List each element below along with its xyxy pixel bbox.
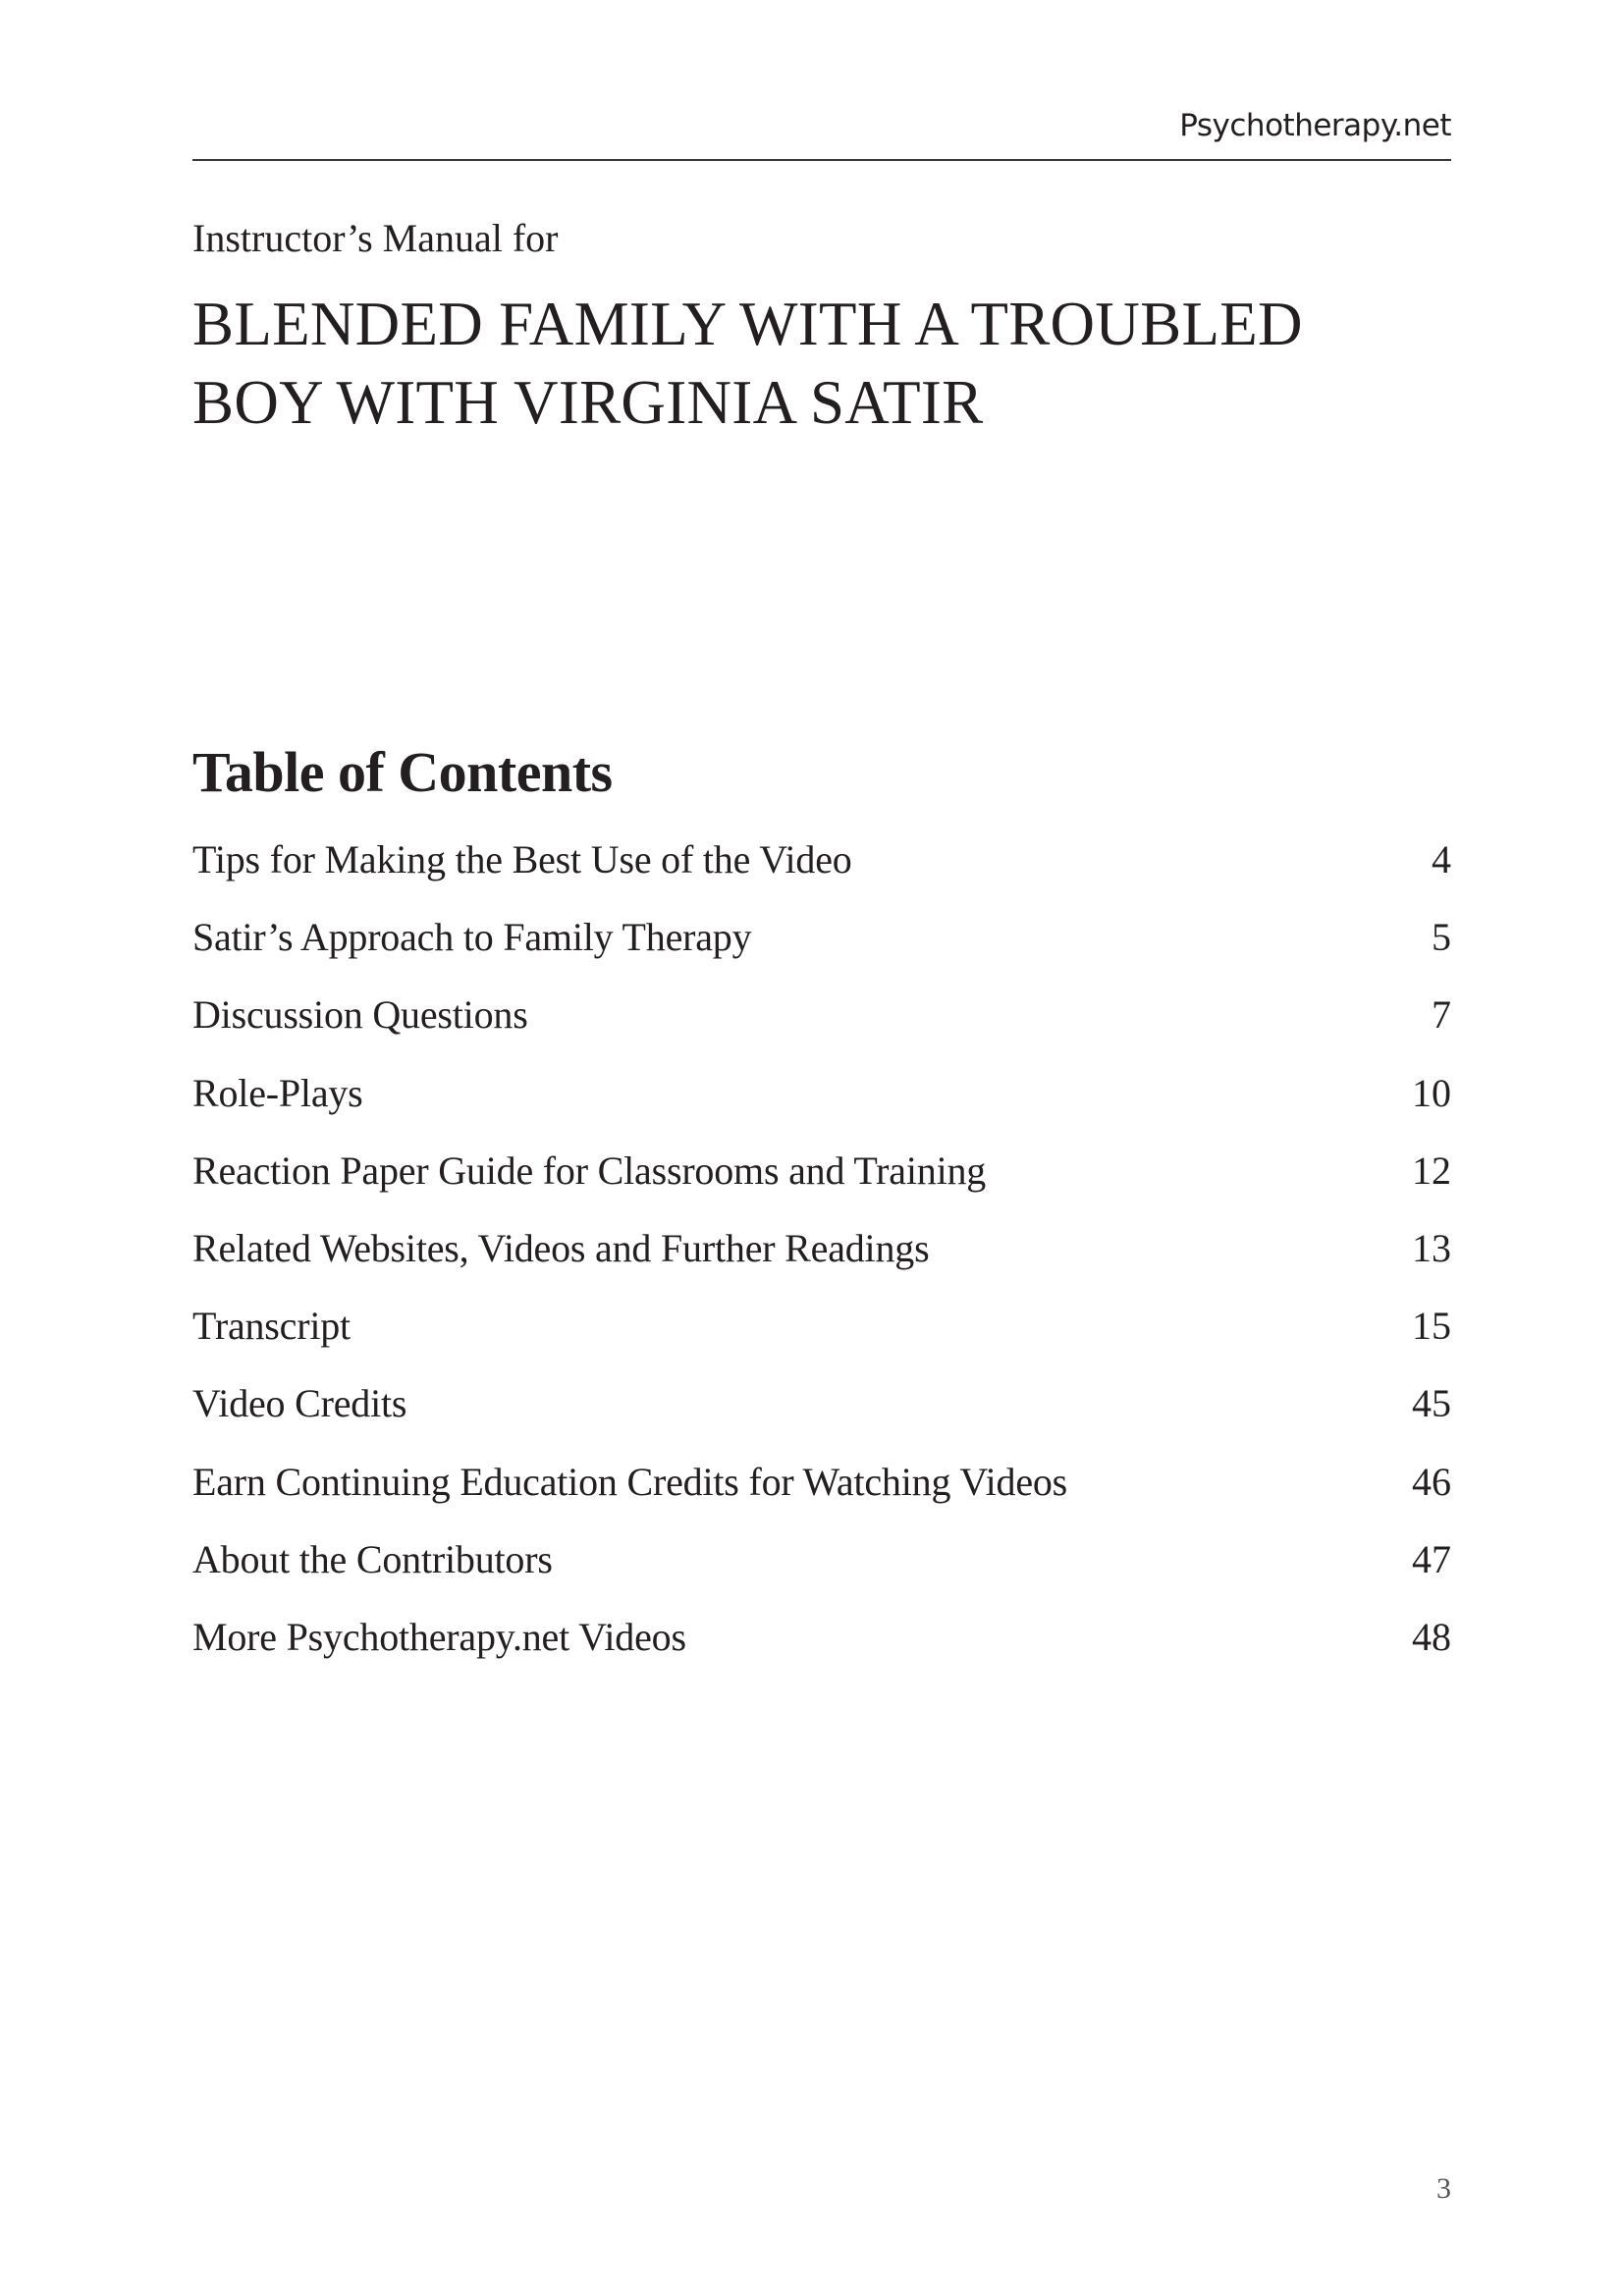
toc-item-page: 15 [1412, 1304, 1451, 1349]
toc-item-label: Tips for Making the Best Use of the Video [192, 837, 852, 881]
toc-item-label: Earn Continuing Education Credits for Watching Videos [192, 1459, 1068, 1504]
toc-item[interactable] [192, 1457, 1451, 1534]
toc-item[interactable] [192, 989, 1451, 1067]
toc-item[interactable] [192, 1146, 1451, 1223]
toc-item-page: 47 [1412, 1536, 1451, 1581]
toc-item[interactable] [192, 1612, 1451, 1689]
toc-item-page: 12 [1412, 1148, 1451, 1193]
document-title-line-1: BLENDED FAMILY WITH A TROUBLED [192, 290, 1303, 358]
toc-item-page: 13 [1412, 1225, 1451, 1270]
toc-item-label: More Psychotherapy.net Videos [192, 1614, 686, 1659]
document-title-line-2: BOY WITH VIRGINIA SATIR [192, 368, 984, 437]
toc-item-label: Reaction Paper Guide for Classrooms and Training [192, 1148, 987, 1193]
toc-item[interactable] [192, 1301, 1451, 1378]
toc-item-page: 45 [1412, 1381, 1451, 1426]
toc-item[interactable] [192, 1068, 1451, 1146]
running-header-site-name: Psychotherapy.net [1179, 108, 1451, 143]
toc-item[interactable] [192, 1534, 1451, 1612]
toc-item-page: 5 [1432, 915, 1451, 960]
toc-item-label: Video Credits [192, 1381, 407, 1426]
document-subtitle: Instructor’s Manual for [192, 216, 559, 260]
toc-heading: Table of Contents [192, 740, 613, 804]
page-number: 3 [1436, 2172, 1451, 2205]
header-divider [192, 159, 1451, 161]
toc-item[interactable] [192, 1378, 1451, 1456]
toc-item-label: About the Contributors [192, 1536, 553, 1581]
table-of-contents [192, 834, 1451, 1689]
toc-item-page: 48 [1412, 1614, 1451, 1659]
toc-item[interactable] [192, 1223, 1451, 1301]
toc-item-page: 7 [1432, 992, 1451, 1038]
toc-item[interactable] [192, 912, 1451, 989]
toc-item-page: 10 [1412, 1070, 1451, 1115]
toc-item-label: Satir’s Approach to Family Therapy [192, 915, 752, 960]
toc-item-page: 46 [1412, 1459, 1451, 1504]
document-title [192, 285, 1469, 442]
toc-item-label: Transcript [192, 1304, 351, 1349]
toc-item-label: Discussion Questions [192, 992, 528, 1038]
toc-item-label: Related Websites, Videos and Further Readings [192, 1225, 930, 1270]
toc-item-label: Role-Plays [192, 1070, 363, 1115]
toc-item-page: 4 [1432, 837, 1451, 881]
toc-item[interactable] [192, 834, 1451, 912]
